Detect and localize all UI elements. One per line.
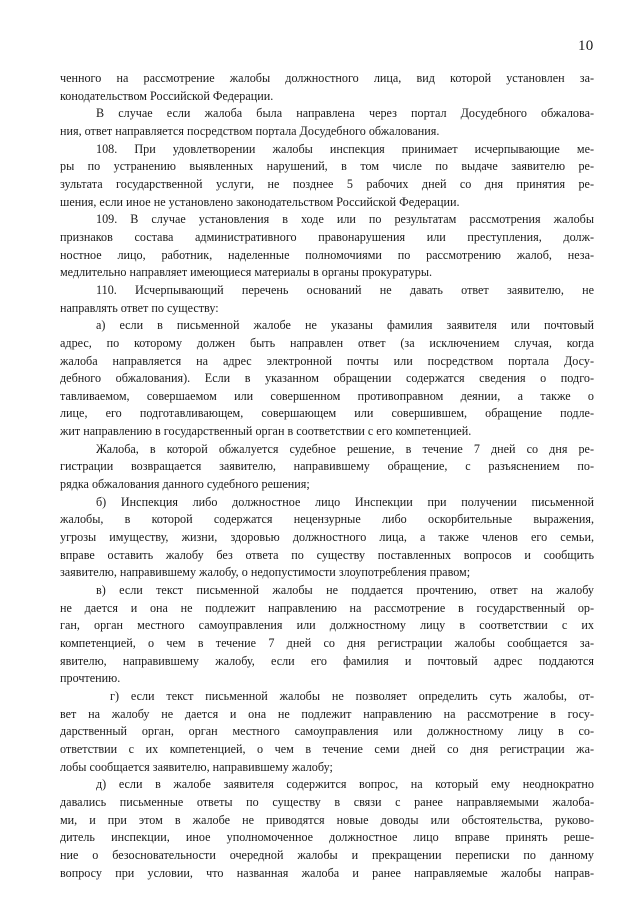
body-text bbox=[60, 70, 594, 882]
paragraph-110-d bbox=[60, 776, 594, 882]
text-line: зультата государственной услуги, не позднее 5 рабочих дней со дня принятия ре- bbox=[60, 176, 594, 191]
text-line: д) если в жалобе заявителя содержится вопрос, на который ему неоднократно bbox=[96, 777, 594, 792]
paragraph-110-v bbox=[60, 582, 594, 688]
text-line: ры по устранению выявленных нарушений, в том числе по выдаче заявителю ре- bbox=[60, 159, 594, 174]
text-line: конодательством Российской Федерации. bbox=[60, 88, 274, 103]
paragraph-110-a bbox=[60, 317, 594, 441]
text-line: дитель инспекции, иное уполномоченное должностное лицо вправе принять реше- bbox=[60, 830, 594, 845]
text-line: гистрации возвращается заявителю, направившему обращение, с разъяснением по- bbox=[60, 459, 594, 474]
text-line: 109. В случае установления в ходе или по результатам рассмотрения жалобы bbox=[96, 212, 594, 227]
paragraph-court-decision bbox=[60, 441, 594, 494]
text-line: прочтению. bbox=[60, 671, 121, 686]
text-line: ностное лицо, работник, наделенные полномочиями по рассмотрению жалоб, неза- bbox=[60, 247, 594, 262]
text-line: явителю, направившему жалобу, если его фамилия и почтовый адрес поддаются bbox=[60, 653, 594, 668]
text-line: угрозы имуществу, жизни, здоровью должностного лица, а также членов его семьи, bbox=[60, 530, 594, 545]
paragraph-110 bbox=[60, 282, 594, 317]
text-line: вет на жалобу не дается и она не подлежит направлению на рассмотрение в госу- bbox=[60, 706, 594, 721]
text-line: В случае если жалоба была направлена через портал Досудебного обжалова- bbox=[96, 106, 594, 121]
page-number: 10 bbox=[578, 38, 594, 54]
text-line: давались письменные ответы по существу в связи с ранее направляемыми жалоба- bbox=[60, 794, 594, 809]
text-line: жалобы, в которой содержатся нецензурные либо оскорбительные выражения, bbox=[60, 512, 594, 527]
text-line: вопросу при условии, что названная жалоба и ранее направляемые жалобы направ- bbox=[60, 865, 594, 880]
text-line: лобы сообщается заявителю, направившему жалобу; bbox=[60, 759, 333, 774]
text-line: компетенцией, о чем в течение 7 дней со дня регистрации жалобы сообщается за- bbox=[60, 636, 594, 650]
text-line: вправе оставить жалобу без ответа по существу поставленных вопросов и сообщить bbox=[60, 547, 594, 562]
text-line: жалоба направляется на адрес электронной почты или посредством портала Досу- bbox=[60, 353, 594, 368]
paragraph-109 bbox=[60, 211, 594, 282]
text-line: жит направлению в государственный орган в соответствии с его компетенцией. bbox=[60, 424, 472, 439]
text-line: б) Инспекция либо должностное лицо Инспекции при получении письменной bbox=[96, 494, 594, 509]
text-line: г) если текст письменной жалобы не позволяет определить суть жалобы, от- bbox=[110, 688, 594, 703]
text-line: признаков состава административного правонарушения или преступления, долж- bbox=[60, 229, 594, 244]
paragraph-portal bbox=[60, 105, 594, 140]
paragraph-110-b bbox=[60, 494, 594, 582]
text-line: дебного обжалования). Если в указанном обращении содержатся сведения о подго- bbox=[60, 371, 594, 386]
paragraph-108 bbox=[60, 141, 594, 212]
text-line: направлять ответ по существу: bbox=[60, 300, 219, 315]
text-line: тавливаемом, совершаемом или совершенном противоправном деянии, а также о bbox=[60, 388, 594, 403]
text-line: шения, если иное не установлено законодательством Российской Федерации. bbox=[60, 194, 460, 209]
paragraph-110-g bbox=[60, 688, 594, 776]
text-line: заявителю, направившему жалобу, о недопустимости злоупотребления правом; bbox=[60, 565, 471, 580]
text-line: а) если в письменной жалобе не указаны фамилия заявителя или почтовый bbox=[96, 318, 594, 333]
text-line: 108. При удовлетворении жалобы инспекция принимает исчерпывающие ме- bbox=[96, 141, 594, 156]
text-line: в) если текст письменной жалобы не поддается прочтению, ответ на жалобу bbox=[96, 583, 594, 598]
text-line: рядка обжалования данного судебного решения; bbox=[60, 477, 310, 492]
text-line: ответствии с их компетенцией, о чем в течение семи дней со дня регистрации жа- bbox=[60, 741, 594, 756]
text-line: ние о безосновательности очередной жалобы и прекращении переписки по данному bbox=[60, 847, 594, 862]
text-line: дарственный орган, орган местного самоуправления или должностному лицу в со- bbox=[60, 724, 594, 739]
text-line: ган, орган местного самоуправления или должностному лицу в соответствии с их bbox=[60, 618, 594, 633]
text-line: не дается и она не подлежит направлению на рассмотрение в государственный ор- bbox=[60, 600, 594, 615]
text-line: лице, его подготавливающем, совершающем или совершившем, обращение подле- bbox=[60, 406, 594, 421]
paragraph-continuation bbox=[60, 70, 594, 105]
text-line: ченного на рассмотрение жалобы должностного лица, вид которой установлен за- bbox=[60, 71, 594, 85]
text-line: Жалоба, в которой обжалуется судебное решение, в течение 7 дней со дня ре- bbox=[96, 441, 594, 456]
text-line: медлительно направляет имеющиеся материалы в органы прокуратуры. bbox=[60, 265, 433, 280]
text-line: ми, и при этом в жалобе не приводятся новые доводы или обстоятельства, руково- bbox=[60, 812, 594, 827]
text-line: адрес, по которому должен быть направлен ответ (за исключением случая, когда bbox=[60, 335, 594, 350]
text-line: ния, ответ направляется посредством портала Досудебного обжалования. bbox=[60, 123, 440, 138]
text-line: 110. Исчерпывающий перечень оснований не давать ответ заявителю, не bbox=[96, 282, 594, 297]
